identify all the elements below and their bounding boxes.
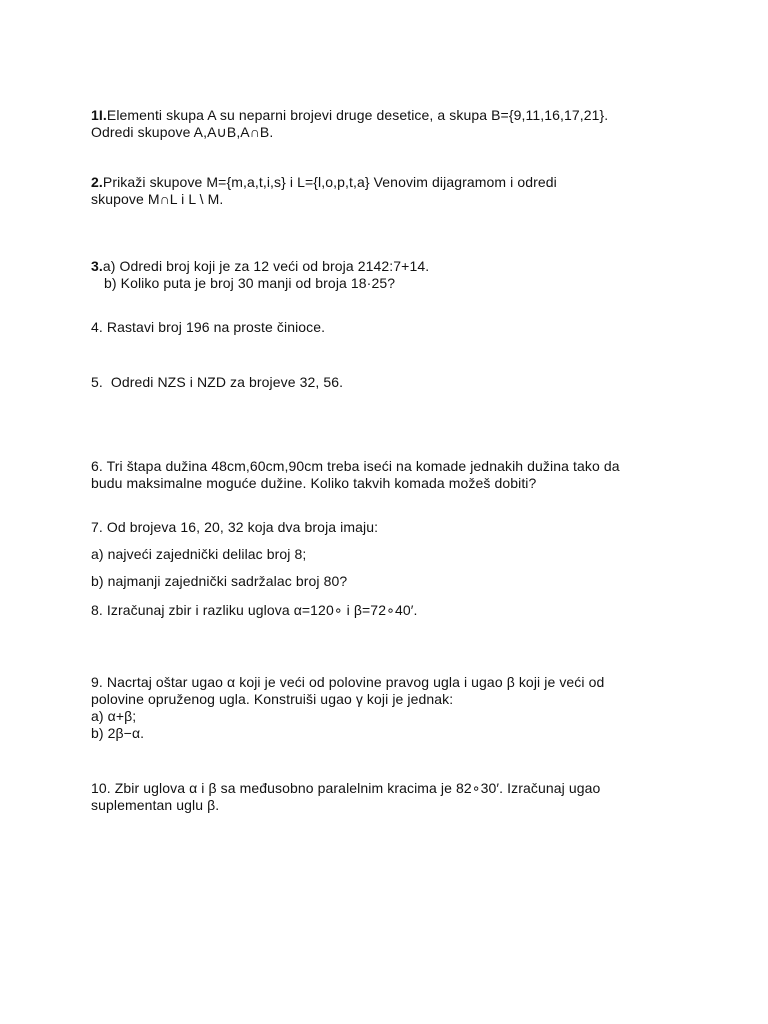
task-9-line-4: b) 2β−α. <box>91 725 145 741</box>
task-3 <box>91 258 691 292</box>
task-3-line-2: b) Koliko puta je broj 30 manji od broja 18·25? <box>104 275 396 291</box>
task-8-line-1: 8. Izračunaj zbir i razliku uglova α=120∘ i β=72∘40′. <box>91 602 418 618</box>
task-1-line-1 <box>91 107 691 124</box>
task-2-text-1: Prikaži skupove M={m,a,t,i,s} i L={l,o,p,t,a} Venovim dijagramom i odredi <box>102 174 557 190</box>
task-2 <box>91 174 691 208</box>
task-9-line-2: polovine opruženog ugla. Konstruiši ugao γ koji je jednak: <box>91 691 454 707</box>
task-7 <box>91 519 691 590</box>
task-3-number: 3. <box>91 258 103 274</box>
task-10 <box>91 780 691 814</box>
task-1-text-1: Elementi skupa A su neparni brojevi druge desetice, a skupa B={9,11,16,17,21}. <box>106 107 609 123</box>
task-9-line-3: a) α+β; <box>91 708 137 724</box>
task-3-text-1: a) Odredi broj koji je za 12 veći od broja 2142:7+14. <box>102 258 430 274</box>
task-6-line-1: 6. Tri štapa dužina 48cm,60cm,90cm treba iseći na komade jednakih dužina tako da <box>91 458 620 474</box>
task-5 <box>91 374 691 391</box>
task-1 <box>91 107 691 141</box>
task-1-line-2: Odredi skupove A,A∪B,A∩B. <box>91 124 274 140</box>
task-9-line-1: 9. Nacrtaj oštar ugao α koji je veći od polovine pravog ugla i ugao β koji je veći od <box>91 674 605 690</box>
task-5-line-1: 5. Odredi NZS i NZD za brojeve 32, 56. <box>91 374 344 390</box>
task-6 <box>91 458 691 492</box>
task-10-line-2: suplementan uglu β. <box>91 797 220 813</box>
task-4 <box>91 319 691 336</box>
task-7-line-3: b) najmanji zajednički sadržalac broj 80? <box>91 573 348 589</box>
task-2-line-2: skupove M∩L i L \ M. <box>91 191 224 207</box>
task-4-line-1: 4. Rastavi broj 196 na proste činioce. <box>91 319 326 335</box>
task-10-line-1: 10. Zbir uglova α i β sa međusobno paralelnim kracima je 82∘30′. Izračunaj ugao <box>91 780 601 796</box>
task-1-number: 1I. <box>91 107 107 123</box>
task-9 <box>91 674 691 742</box>
task-8 <box>91 602 691 619</box>
task-2-number: 2. <box>91 174 103 190</box>
task-7-line-1: 7. Od brojeva 16, 20, 32 koja dva broja imaju: <box>91 519 379 535</box>
task-2-line-1 <box>91 174 691 191</box>
task-3-line-1 <box>91 258 691 275</box>
task-7-line-2: a) najveći zajednički delilac broj 8; <box>91 546 307 562</box>
task-6-line-2: budu maksimalne moguće dužine. Koliko takvih komada možeš dobiti? <box>91 475 537 491</box>
